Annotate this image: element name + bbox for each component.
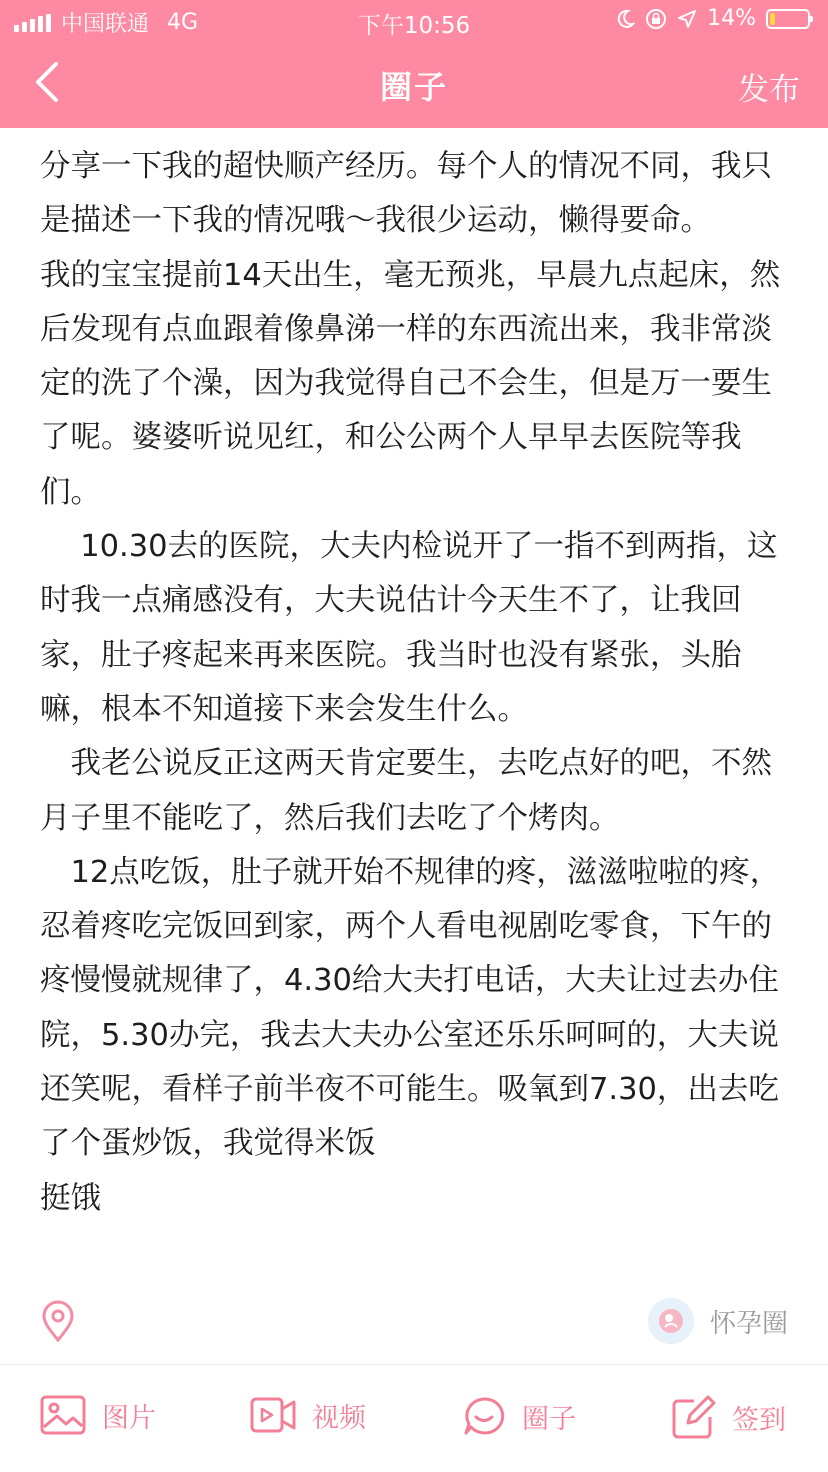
status-bar — [0, 0, 828, 42]
post-paragraph: 挺饿 — [40, 1180, 101, 1216]
post-paragraph: 12点吃饭，肚子就开始不规律的疼，滋滋啦啦的疼，忍着疼吃完饭回到家，两个人看电视剧吃零食，下午的疼慢慢就规律了，4.30给大夫打电话，大夫让过去办住院，5.30办完，我去大夫办公室还乐乐呵呵的，大夫说还笑呢，看样子前半夜不可能生。吸氧到7.30，出去吃了个蛋炒饭，我觉得米饭 — [40, 854, 781, 1162]
location-arrow-icon — [677, 9, 697, 29]
post-paragraph: 分享一下我的超快顺产经历。每个人的情况不同，我只是描述一下我的情况哦～我很少运动，懒得要命。 — [40, 149, 772, 239]
circle-label: 圈子 — [522, 1403, 576, 1435]
group-tag-label: 怀孕圈 — [709, 1308, 788, 1339]
video-icon — [250, 1395, 296, 1435]
post-paragraph: 我的宝宝提前14天出生，毫无预兆，早晨九点起床，然后发现有点血跟着像鼻涕一样的东西流出来，我非常淡定的洗了个澡，因为我觉得自己不会生，但是万一要生了呢。婆婆听说见红，和公公两个人早早去医院等我们。 — [40, 257, 781, 510]
network-type: 4G — [167, 10, 199, 35]
moon-icon — [615, 9, 635, 29]
battery-percent: 14% — [707, 6, 756, 31]
picture-icon — [40, 1395, 86, 1435]
location-pin-icon[interactable] — [40, 1300, 76, 1344]
group-tag[interactable] — [648, 1298, 788, 1344]
circle-button[interactable] — [462, 1395, 576, 1437]
post-editor[interactable] — [40, 140, 792, 1296]
bottom-toolbar — [0, 1365, 828, 1472]
video-label: 视频 — [312, 1402, 366, 1434]
publish-button[interactable]: 发布 — [738, 72, 800, 108]
battery-level — [770, 13, 775, 25]
picture-button[interactable] — [40, 1395, 156, 1435]
checkin-label: 签到 — [732, 1404, 786, 1436]
nav-bar — [0, 42, 828, 128]
app-header — [0, 0, 828, 128]
chat-bubble-icon — [462, 1395, 506, 1437]
post-paragraph: 我老公说反正这两天肯定要生，去吃点好的吧，不然月子里不能吃了，然后我们去吃了个烤肉。 — [40, 746, 772, 836]
post-paragraph: 10.30去的医院，大夫内检说开了一指不到两指，这时我一点痛感没有，大夫说估计今天生不了，让我回家，肚子疼起来再来医院。我当时也没有紧张，头胎嘛，根本不知道接下来会发生什么。 — [40, 529, 778, 727]
edit-icon — [672, 1395, 716, 1439]
status-time: 下午10:56 — [357, 13, 471, 39]
status-right — [615, 6, 810, 31]
battery-icon — [766, 9, 810, 29]
picture-label: 图片 — [102, 1402, 156, 1434]
page-title: 圈子 — [379, 68, 448, 106]
checkin-button[interactable] — [672, 1395, 786, 1439]
pregnancy-icon — [648, 1298, 694, 1344]
video-button[interactable] — [250, 1395, 366, 1435]
rotation-lock-icon — [645, 8, 667, 30]
carrier-name: 中国联通 — [61, 12, 150, 37]
